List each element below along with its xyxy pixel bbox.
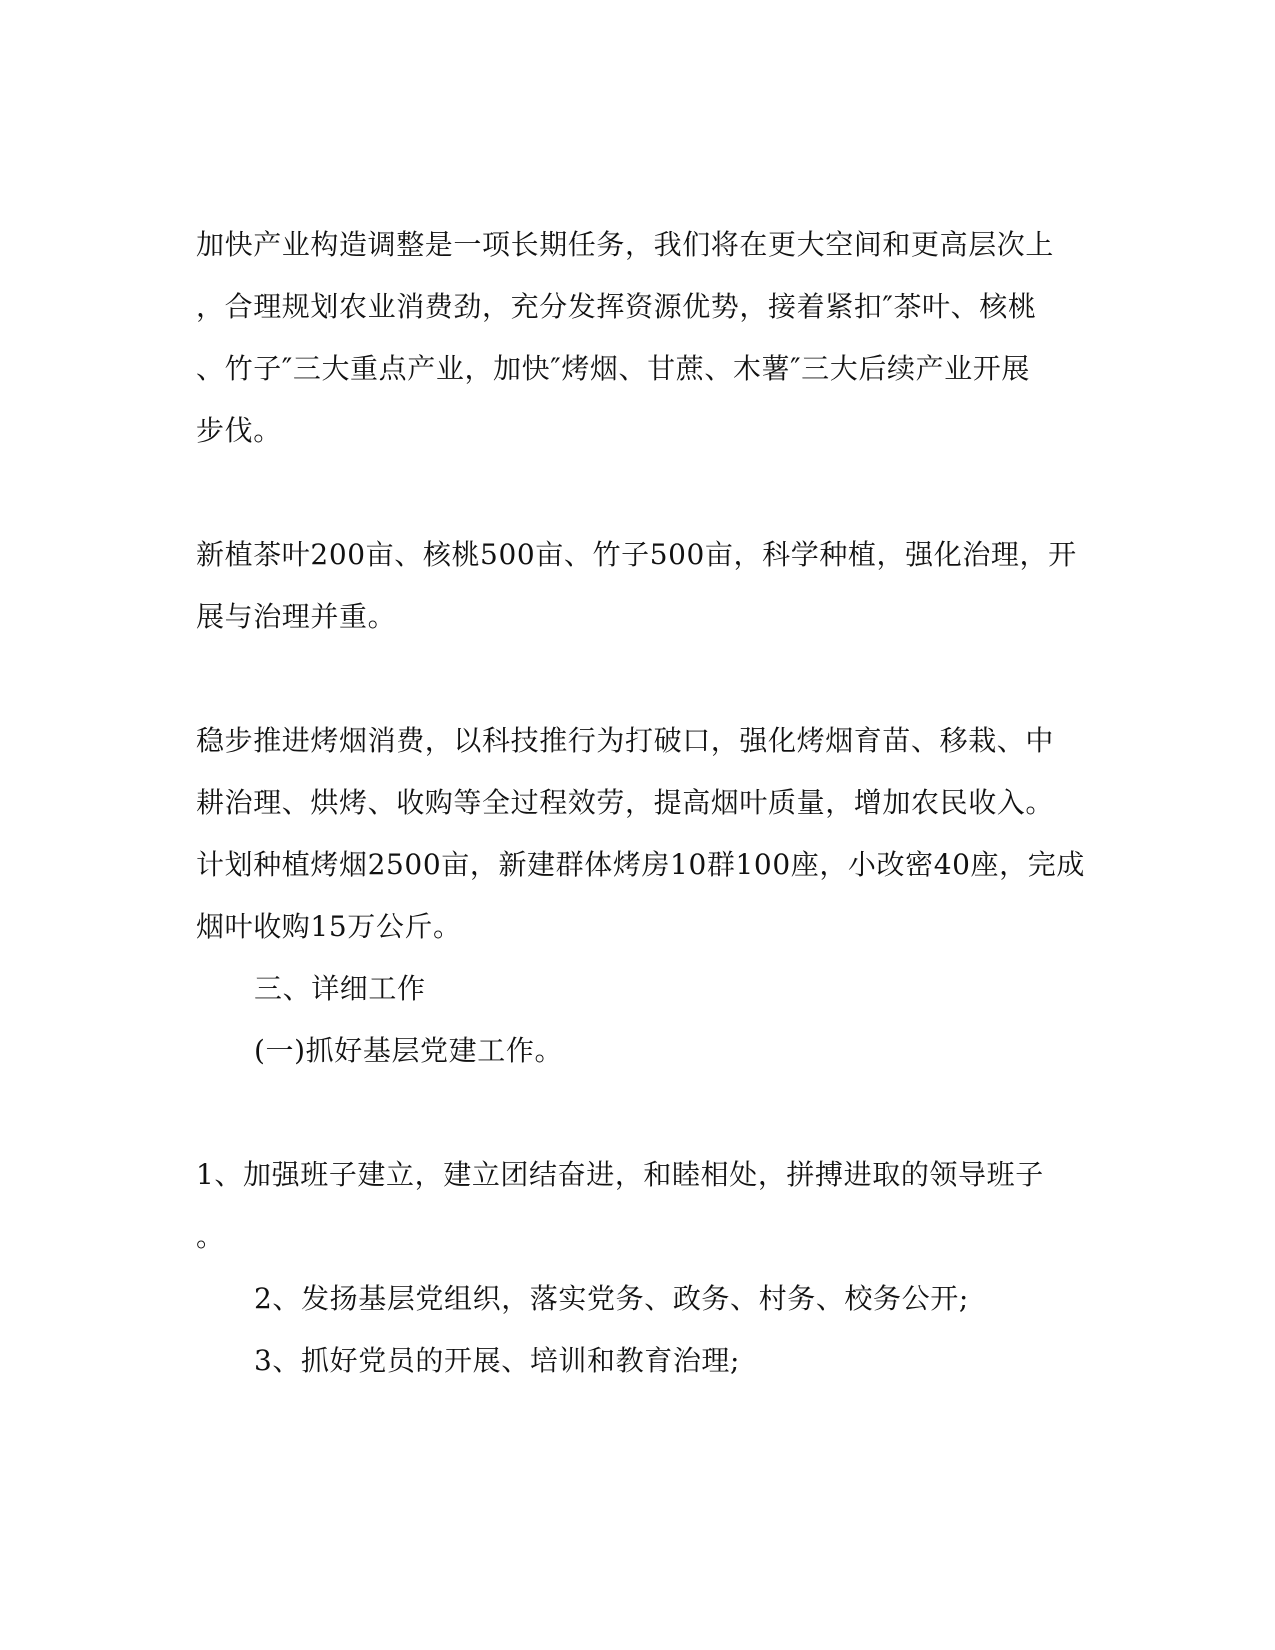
text-line: 3、抓好党员的开展、培训和教育治理; — [254, 1344, 741, 1377]
text-line: 新植茶叶200亩、核桃500亩、竹子500亩，科学种植，强化治理，开 — [196, 538, 1077, 571]
text-line: 耕治理、烘烤、收购等全过程效劳，提高烟叶质量，增加农民收入。 — [196, 786, 1055, 819]
section-heading: 三、详细工作 — [254, 972, 426, 1005]
text-line: ，合理规划农业消费劲，充分发挥资源优势，接着紧扣″茶叶、核桃 — [196, 290, 1037, 323]
text-line: 计划种植烤烟2500亩，新建群体烤房10群100座，小改密40座，完成 — [196, 848, 1085, 881]
text-line: 。 — [196, 1220, 225, 1253]
text-line: 步伐。 — [196, 414, 282, 447]
subsection-heading: (一)抓好基层党建工作。 — [254, 1034, 564, 1067]
text-line: 烟叶收购15万公斤。 — [196, 910, 462, 943]
text-line: 稳步推进烤烟消费，以科技推行为打破口，强化烤烟育苗、移栽、中 — [196, 724, 1055, 757]
text-line: 2、发扬基层党组织，落实党务、政务、村务、校务公开; — [254, 1282, 969, 1315]
text-line: 展与治理并重。 — [196, 600, 397, 633]
text-line: 1、加强班子建立，建立团结奋进，和睦相处，拼搏进取的领导班子 — [196, 1158, 1044, 1191]
text-line: 加快产业构造调整是一项长期任务，我们将在更大空间和更高层次上 — [196, 228, 1055, 261]
text-line: 、竹子″三大重点产业，加快″烤烟、甘蔗、木薯″三大后续产业开展 — [196, 352, 1030, 385]
